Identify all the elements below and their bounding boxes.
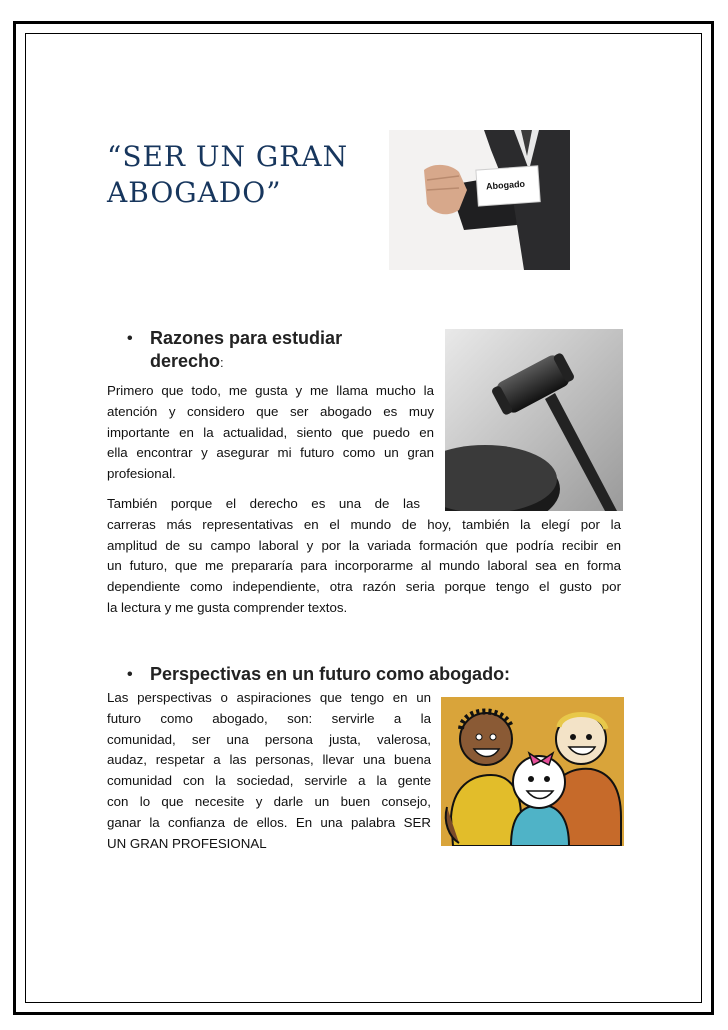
- section2-paragraph: [107, 688, 431, 854]
- paragraph-line: También porque el derecho es una de las: [107, 496, 420, 511]
- title-line-1: “SER UN GRAN: [107, 140, 349, 173]
- section-heading-razones: [127, 327, 427, 375]
- paragraph-line: ella encontrar y asegurar mi futuro como un gran: [107, 445, 434, 461]
- bullet-icon: •: [127, 330, 133, 347]
- heading-line-2: derecho: [150, 351, 221, 371]
- paragraph-line: comunidad, ser una persona justa, valerosa,: [107, 731, 431, 747]
- section-heading-perspectivas: [127, 663, 607, 687]
- paragraph-line: audaz, respetar a las personas, llevar una buena: [107, 752, 431, 768]
- paragraph-line: futuro como abogado, son: servirle a la: [107, 710, 431, 726]
- paragraph-line: importante en la actualidad, siento que puedo en: [107, 424, 434, 440]
- paragraph-line: carreras más representativas en el mundo de hoy, también la elegí por la: [107, 516, 621, 532]
- paragraph-line: la lectura y me gusta comprender textos.: [107, 599, 348, 615]
- paragraph-line: con lo que necesite y darle un buen consejo,: [107, 793, 431, 809]
- cartoon-children-image: [441, 697, 624, 846]
- gavel-image: [445, 329, 623, 511]
- section1-paragraph-1: [107, 381, 434, 485]
- heading-line-1: Razones para estudiar: [150, 328, 343, 348]
- paragraph-line: comunidad con la sociedad, servirle a la gente: [107, 773, 431, 789]
- paragraph-line: un futuro, que me prepararía para incorporarme al mundo laboral sea en forma: [107, 558, 621, 574]
- bullet-icon: •: [127, 666, 133, 683]
- paragraph-line: ganar la confianza de ellos. En una palabra SER: [107, 814, 431, 830]
- document-title: [107, 139, 367, 211]
- paragraph-line: atención y considero que ser abogado es muy: [107, 403, 434, 419]
- card-caption: Abogado: [485, 178, 526, 192]
- paragraph-line: UN GRAN PROFESIONAL: [107, 835, 267, 851]
- paragraph-line: profesional.: [107, 466, 176, 482]
- paragraph-line: amplitud de su campo laboral y por la variada formación que podría recibir en: [107, 537, 621, 553]
- paragraph-line: Primero que todo, me gusta y me llama mucho la: [107, 383, 434, 398]
- title-line-2: ABOGADO”: [107, 176, 282, 209]
- paragraph-line: Las perspectivas o aspiraciones que tengo en un: [107, 690, 431, 705]
- heading-colon: :: [220, 355, 224, 370]
- paragraph-line: dependiente como independiente, otra razón seria porque tengo el gusto por: [107, 579, 621, 595]
- businessman-holding-card-image: [389, 130, 570, 270]
- section1-paragraph-2: [107, 494, 621, 619]
- heading-text: Perspectivas en un futuro como abogado:: [150, 664, 511, 684]
